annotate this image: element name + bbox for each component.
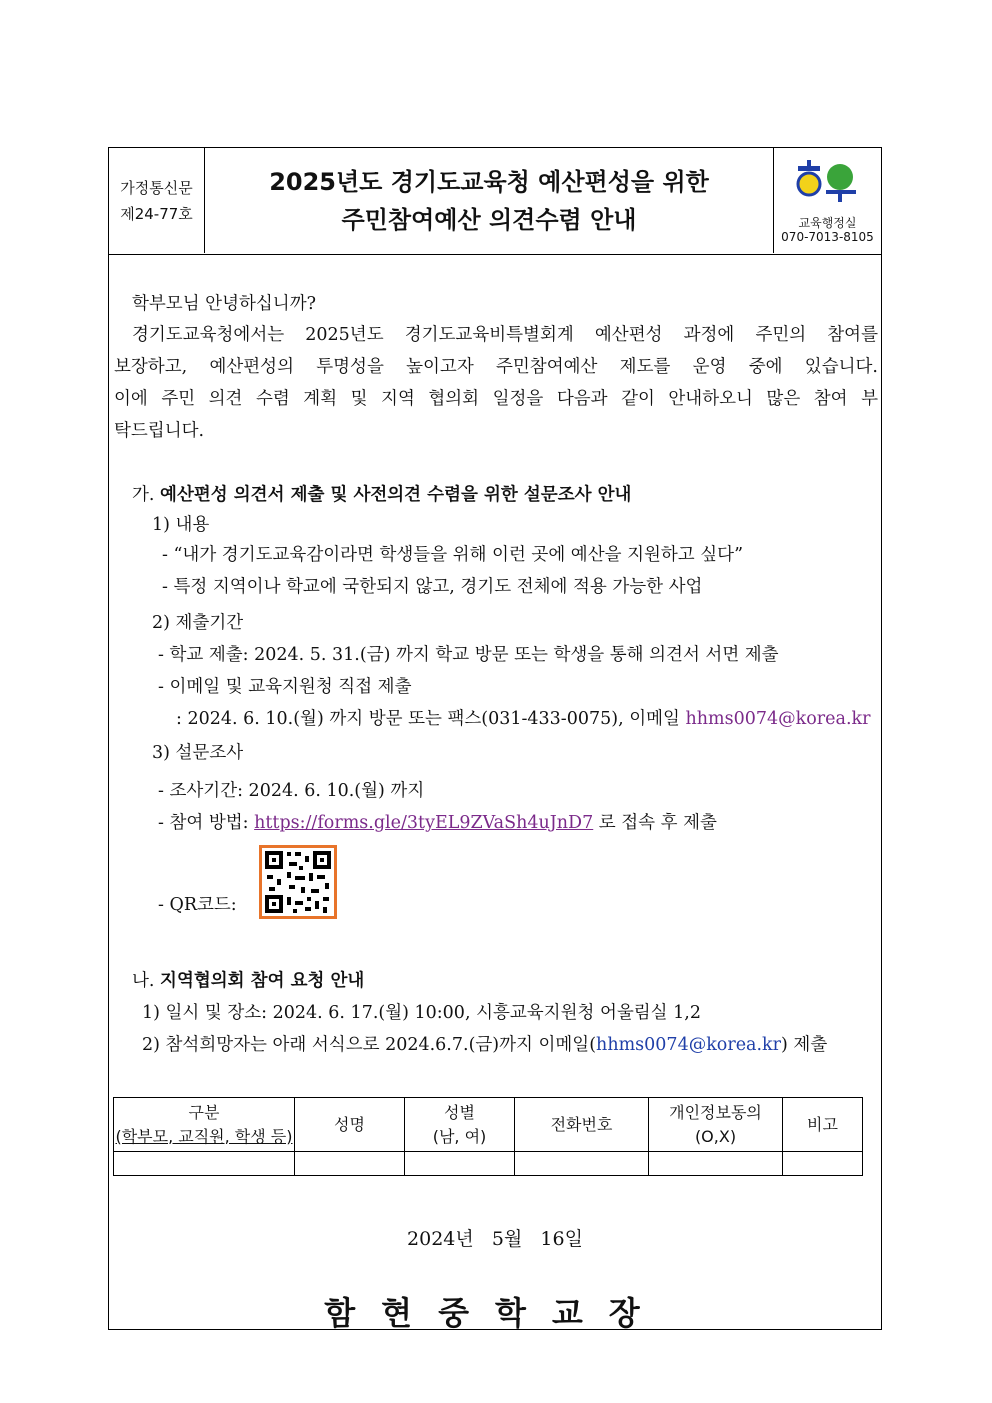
- issue-date: 2024년 5월 16일: [407, 1228, 583, 1250]
- s2-item-2: - 이메일 및 교육지원청 직접 제출: [158, 677, 412, 697]
- s2-item-3: [176, 705, 870, 730]
- col-category: [114, 1098, 295, 1152]
- section-b-item-1: 1) 일시 및 장소: 2024. 6. 17.(월) 10:00, 시흥교육지원청 어울림실 1,2: [142, 1003, 701, 1023]
- s3-title: 3) 설문조사: [152, 743, 244, 763]
- office-phone: 070-7013-8105: [781, 230, 874, 244]
- section-b-heading: [132, 967, 364, 992]
- col-category-note: (학부모, 교직원, 학생 등): [115, 1126, 293, 1146]
- section-a-heading: [132, 481, 631, 506]
- s3-item-2-suffix: 로 접속 후 제출: [593, 813, 717, 833]
- title-line-1: 2025년도 경기도교육청 예산편성을 위한: [269, 167, 709, 196]
- section-b-item-2-suffix: ) 제출: [781, 1035, 828, 1055]
- qr-code-icon[interactable]: [259, 845, 337, 919]
- s3-item-2: [158, 809, 717, 834]
- col-remarks: 비고: [783, 1098, 863, 1152]
- col-gender-label: 성별: [444, 1102, 475, 1122]
- cell-phone[interactable]: [515, 1152, 649, 1176]
- application-form-table: [113, 1097, 863, 1176]
- table-header-row: [114, 1098, 863, 1152]
- survey-link[interactable]: https://forms.gle/3tyEL9ZVaSh4uJnD7: [254, 813, 594, 833]
- section-b-item-2: [142, 1031, 827, 1056]
- s1-item-2: - 특정 지역이나 학교에 국한되지 않고, 경기도 전체에 적용 가능한 사업: [162, 577, 703, 597]
- doc-info-cell: [109, 148, 205, 253]
- section-a-title: 예산편성 의견서 제출 및 사전의견 수렴을 위한 설문조사 안내: [160, 485, 632, 505]
- s3-item-3: - QR코드:: [158, 895, 237, 915]
- title-line-2: 주민참여예산 의견수렴 안내: [341, 205, 637, 234]
- section-b-item-2-text: 2) 참석희망자는 아래 서식으로 2024.6.7.(금)까지 이메일(: [142, 1035, 597, 1055]
- email-link-2[interactable]: hhms0074@korea.kr: [596, 1035, 782, 1055]
- intro-line-2: 보장하고, 예산편성의 투명성을 높이고자 주민참여예산 제도를 운영 중에 있습니다.: [114, 357, 878, 377]
- col-gender: [405, 1098, 515, 1152]
- document-frame: [108, 147, 882, 1330]
- title-cell: [205, 148, 773, 253]
- principal-signature: 함현중학교장: [324, 1294, 666, 1332]
- s1-title: 1) 내용: [152, 515, 210, 535]
- s1-item-1: - “내가 경기도교육감이라면 학생들을 위해 이런 곳에 예산을 지원하고 싶다”: [162, 545, 744, 565]
- office-name: 교육행정실: [798, 216, 857, 230]
- doc-number: 제24-77호: [120, 204, 193, 223]
- intro-line-4: 탁드립니다.: [114, 421, 205, 441]
- col-category-label: 구분: [188, 1102, 220, 1122]
- school-logo-icon: [796, 160, 860, 202]
- s2-title: 2) 제출기간: [152, 613, 244, 633]
- col-gender-note: (남, 여): [432, 1126, 487, 1146]
- col-consent: [649, 1098, 783, 1152]
- cell-remarks[interactable]: [783, 1152, 863, 1176]
- intro-line-1: 경기도교육청에서는 2025년도 경기도교육비특별회계 예산편성 과정에 주민의 참여를: [132, 325, 878, 345]
- section-a-marker: 가.: [132, 485, 155, 505]
- s3-item-1: - 조사기간: 2024. 6. 10.(월) 까지: [158, 781, 425, 801]
- col-consent-note: (O,X): [694, 1126, 737, 1146]
- section-b-marker: 나.: [132, 971, 155, 991]
- document-header: [109, 148, 881, 255]
- col-name: 성명: [295, 1098, 405, 1152]
- section-b-title: 지역협의회 참여 요청 안내: [160, 971, 365, 991]
- col-phone: 전화번호: [515, 1098, 649, 1152]
- greeting: 학부모님 안녕하십니까?: [132, 294, 316, 314]
- cell-gender[interactable]: [405, 1152, 515, 1176]
- cell-consent[interactable]: [649, 1152, 783, 1176]
- cell-name[interactable]: [295, 1152, 405, 1176]
- s2-item-3-text: : 2024. 6. 10.(월) 까지 방문 또는 팩스(031-433-0075), 이메일: [176, 709, 686, 729]
- doc-type: 가정통신문: [120, 178, 193, 197]
- table-row: [114, 1152, 863, 1176]
- s3-item-2-text: - 참여 방법:: [158, 813, 255, 833]
- contact-cell: [773, 148, 881, 253]
- s2-item-1: - 학교 제출: 2024. 5. 31.(금) 까지 학교 방문 또는 학생을 통해 의견서 서면 제출: [158, 645, 779, 665]
- intro-line-3: 이에 주민 의견 수렴 계획 및 지역 협의회 일정을 다음과 같이 안내하오니 많은 참여 부: [114, 389, 878, 409]
- email-link[interactable]: hhms0074@korea.kr: [685, 709, 871, 729]
- col-consent-label: 개인정보동의: [669, 1102, 762, 1122]
- cell-category[interactable]: [114, 1152, 295, 1176]
